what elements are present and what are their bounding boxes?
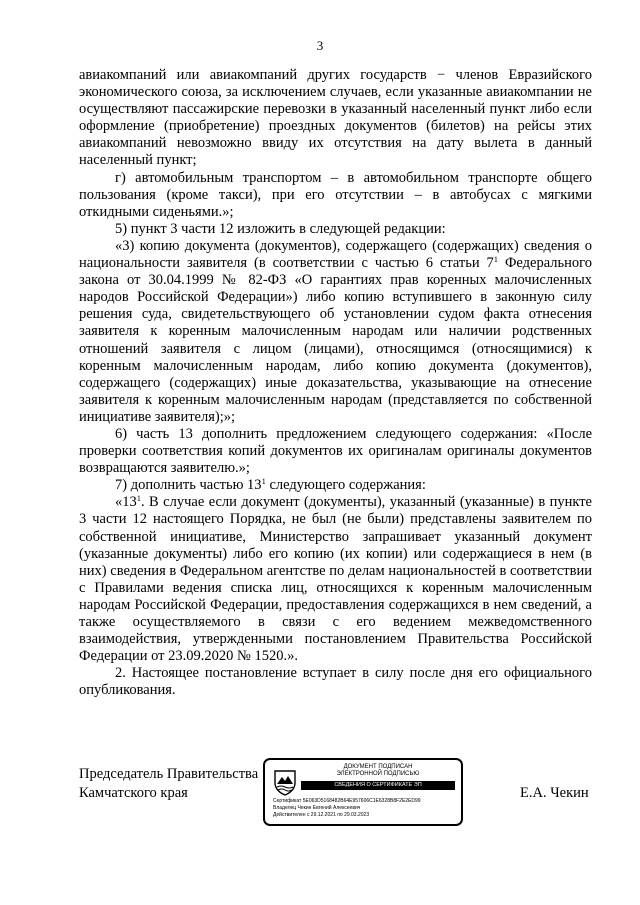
superscript: 1	[136, 493, 141, 504]
paragraph-text: «3) копию документа (документов), содержащего (содержащих) сведения о национальности заявителя (в соответствии с частью 6 статьи 7	[79, 237, 592, 272]
stamp-certificate-band: СВЕДЕНИЯ О СЕРТИФИКАТЕ ЭП	[301, 781, 455, 790]
stamp-validity: Действителен с 29.12.2021 по 29.03.2023	[273, 812, 370, 818]
paragraph-text: Федерального закона от 30.04.1999 № 82-ФЗ «О гарантиях прав коренных малочисленных народов Российской Федерации») либо копию вступившего в законную силу решения суда, свидетельствующего об установлении судом факта отнесения заявителя к коренным малочисленным народам или наличии родственных отношений заявителя с лицом (лицами), относящимся (относящимися) к коренным малочисленным народам, либо копию документа (документов), содержащего (содержащих) иные доказательства, указывающие на отнесение заявителя к коренным малочисленным народам (представляется по собственной инициативе заявителя);»;	[79, 255, 592, 425]
superscript: 1	[493, 254, 499, 265]
stamp-header	[301, 764, 455, 778]
document-body	[79, 67, 592, 699]
paragraph	[79, 170, 592, 221]
paragraph	[79, 665, 592, 699]
paragraph	[79, 67, 592, 170]
signer-title-line-2: Камчатского края	[79, 785, 188, 801]
paragraph	[79, 426, 592, 477]
paragraph-text: 7) дополнить частью 13	[115, 477, 262, 494]
stamp-owner: Владелец Чекин Евгений Алексеевич	[273, 805, 361, 811]
page-number: 3	[316, 38, 324, 53]
superscript: 1	[261, 476, 266, 487]
paragraph-text: . В случае если документ (документы), указанный (указанные) в пункте 3 части 12 настоящего Порядка, не был (не были) представлены заявителем по собственной инициативе, Министерство запрашивает указанный документ (указанные документы) либо его копию (их копии) или содержащиеся в нем (в них) сведения в Федеральном агентстве по делам национальностей в соответствии с Правилами ведения списка лиц, относящихся к коренным малочисленным народам Российской Федерации, предоставления содержащихся в нем сведений, а также осуществляемого в связи с его ведением межведомственного взаимодействия, утвержденными постановлением Правительства Российской Федерации от 23.09.2020 № 1520.».	[79, 494, 592, 665]
stamp-header-line-2: ЭЛЕКТРОННОЙ ПОДПИСЬЮ	[336, 771, 420, 777]
paragraph-text: авиакомпаний или авиакомпаний других государств − членов Евразийского экономического союза, за исключением случаев, если указанные авиакомпании не осуществляют пассажирские перевозки в указанный населенный пункт либо если оформление (приобретение) проездных документов (билетов) на рейсы этих авиакомпаний невозможно ввиду их отсутствия на дату вылета в данный населенный пункт;	[79, 67, 592, 169]
paragraph-text: следующего содержания:	[265, 477, 426, 494]
coat-of-arms-icon	[273, 768, 297, 796]
signer-title-line-1: Председатель Правительства	[79, 766, 259, 782]
signer-name: Е.А. Чекин	[520, 785, 589, 801]
paragraph-text: г) автомобильным транспортом – в автомобильном транспорте общего пользования (кроме такси), при его отсутствии – в автобусах с мягкими откидными сиденьями.»;	[79, 169, 592, 220]
paragraph	[79, 221, 592, 238]
paragraph-text: 6) часть 13 дополнить предложением следующего содержания: «После проверки соответствия копий документов их оригиналам оригиналы документов возвращаются заявителю.»;	[79, 425, 592, 477]
stamp-certificate: Сертификат 5E063D5168482B64E957606C1E6328B8F2E2ED99	[273, 798, 421, 804]
paragraph	[79, 477, 592, 494]
stamp-header-line-1: ДОКУМЕНТ ПОДПИСАН	[343, 764, 413, 770]
paragraph	[79, 494, 592, 665]
paragraph-text: 2. Настоящее постановление вступает в силу после дня его официального опубликования.	[79, 665, 592, 699]
paragraph	[79, 238, 592, 426]
electronic-signature-stamp	[263, 758, 463, 826]
paragraph-text: 5) пункт 3 части 12 изложить в следующей редакции:	[115, 220, 446, 237]
signer-title	[79, 765, 258, 803]
paragraph-text: «13	[115, 494, 137, 511]
stamp-details	[273, 798, 455, 819]
